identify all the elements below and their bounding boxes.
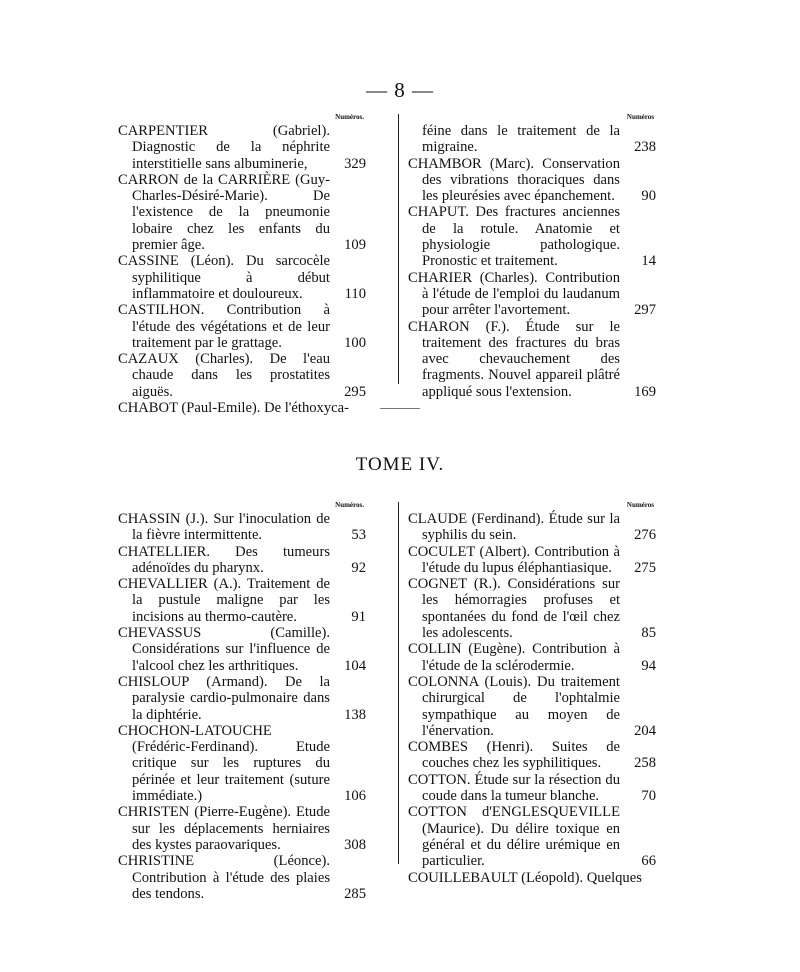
column-divider xyxy=(398,502,399,864)
author-name: CHATELLIER. xyxy=(118,543,211,560)
entry-number: 14 xyxy=(641,253,656,270)
thesis-title: (Henri). Suites de couches chez les syphilitiques. xyxy=(422,739,620,772)
thesis-title: (Frédéric-Ferdinand). Etude critique sur les ruptures du périnée et leur traitement (suture immédiate.) xyxy=(132,739,330,805)
entry-number: 110 xyxy=(344,285,366,302)
index-entry xyxy=(408,674,654,739)
author-name: COGNET xyxy=(408,576,467,593)
index-entry xyxy=(118,511,364,544)
thesis-title: (Gabriel). Diagnostic de la néphrite interstitielle sans albuminerie, xyxy=(132,123,330,172)
entry-text: féine dans le traitement de la migraine. xyxy=(422,123,620,156)
thesis-title: Des tumeurs adénoïdes du pharynx. xyxy=(132,543,330,576)
author-name: CARRON de la CARRIÈRE xyxy=(118,171,291,188)
thesis-title: (F.). Étude sur le traitement des fractures du bras avec chevauchement des fragments. Nouvel appareil plâtré appliqué sous l'extension. xyxy=(422,318,620,400)
entry-number: 297 xyxy=(634,302,656,319)
thesis-title: (A.). Traitement de la pustule maligne par les incisions au thermo-cautère. xyxy=(132,576,330,625)
thesis-title: (Louis). Du traitement chirurgical de l'ophtalmie sympathique au moyen de l'énervation. xyxy=(422,673,620,739)
thesis-title: Étude sur la résection du coude dans la tumeur blanche. xyxy=(422,771,620,805)
bottom-right-column xyxy=(408,500,654,886)
author-name: COTTON. xyxy=(408,771,471,788)
index-entry xyxy=(118,253,364,302)
author-name: COCULET xyxy=(408,543,476,560)
entry-list xyxy=(408,511,654,886)
author-name: COLONNA xyxy=(408,673,479,690)
section-rule xyxy=(380,408,420,409)
numeros-header-right: Numéros xyxy=(626,113,654,121)
index-entry xyxy=(118,123,364,172)
thesis-title: (Léopold). Quelques xyxy=(517,869,642,886)
author-name: CHAPUT. xyxy=(408,204,469,221)
author-name: CHARIER xyxy=(408,269,473,286)
author-name: CHABOT xyxy=(118,400,178,417)
author-name: CHISLOUP xyxy=(118,673,189,690)
index-entry xyxy=(408,804,654,869)
index-entry xyxy=(408,156,654,205)
entry-number: 138 xyxy=(344,706,366,723)
index-entry xyxy=(118,400,364,416)
entry-number: 258 xyxy=(634,755,656,772)
author-name: CHRISTINE xyxy=(118,853,195,870)
entry-number: 295 xyxy=(344,383,366,400)
index-entry xyxy=(118,302,364,351)
entry-number: 238 xyxy=(634,139,656,156)
top-right-column xyxy=(408,112,654,400)
author-name: CASSINE xyxy=(118,253,179,270)
entry-list xyxy=(118,511,364,902)
continuation-entry xyxy=(408,123,654,156)
numeros-header-right: Numéros xyxy=(626,501,654,509)
top-left-column xyxy=(118,112,364,416)
entry-number: 66 xyxy=(641,853,656,870)
index-entry xyxy=(408,544,654,577)
entry-number: 53 xyxy=(351,527,366,544)
author-name: CASTILHON. xyxy=(118,302,205,319)
thesis-title: (Albert). Contribution à l'étude du lupus éléphantiasique. xyxy=(422,543,620,576)
index-entry xyxy=(408,319,654,400)
thesis-title: (J.). Sur l'inoculation de la fièvre intermittente. xyxy=(132,511,330,544)
index-entry xyxy=(408,772,654,805)
numeros-header: Numéros. xyxy=(335,501,364,509)
index-entry xyxy=(118,674,364,723)
author-name: CHARON xyxy=(408,318,470,335)
index-entry xyxy=(408,511,654,544)
author-name: COTTON d'ENGLESQUEVILLE xyxy=(408,804,620,821)
entry-number: 70 xyxy=(641,788,656,805)
entry-number: 85 xyxy=(641,625,656,642)
entry-number: 91 xyxy=(351,608,366,625)
thesis-title: Contribution à l'étude des végétations et de leur traitement par le grattage. xyxy=(132,302,330,351)
numeros-header: Numéros. xyxy=(335,113,364,121)
index-entry xyxy=(118,723,364,804)
entry-number: 100 xyxy=(344,334,366,351)
index-entry xyxy=(118,804,364,853)
author-name: COUILLEBAULT xyxy=(408,869,518,886)
index-entry xyxy=(408,204,654,269)
entry-number: 94 xyxy=(641,657,656,674)
entry-number: 169 xyxy=(634,383,656,400)
entry-list xyxy=(118,123,364,416)
author-name: CHEVASSUS xyxy=(118,625,202,642)
author-name: COLLIN xyxy=(408,641,462,658)
thesis-title: (R.). Considérations sur les hémorragies profuses et spontanées du fond de l'œil chez les adolescents. xyxy=(422,576,620,642)
author-name: CHRISTEN xyxy=(118,804,190,821)
index-entry xyxy=(408,270,654,319)
column-divider xyxy=(398,114,399,384)
author-name: CHASSIN xyxy=(118,511,181,527)
entry-number: 104 xyxy=(344,657,366,674)
thesis-title: (Paul-Emile). De l'éthoxyca- xyxy=(177,400,349,417)
entry-number: 285 xyxy=(344,885,366,902)
author-name: CHAMBOR xyxy=(408,155,482,172)
thesis-title: (Pierre-Eugène). Etude sur les déplacements herniaires des kystes paraovariques. xyxy=(132,804,330,853)
index-entry xyxy=(118,351,364,400)
index-entry xyxy=(408,641,654,674)
author-name: CHEVALLIER xyxy=(118,576,208,593)
index-entry xyxy=(118,576,364,625)
entry-number: 109 xyxy=(344,237,366,254)
author-name: CAZAUX xyxy=(118,351,179,368)
entry-list xyxy=(408,156,654,400)
author-name: COMBES xyxy=(408,739,469,756)
entry-number: 329 xyxy=(344,155,366,172)
thesis-title: (Eugène). Contribution à l'étude de la sclérodermie. xyxy=(422,641,620,674)
thesis-title: (Léon). Du sarcocèle syphilitique à début inflammatoire et douloureux. xyxy=(132,253,330,302)
bottom-left-column xyxy=(118,500,364,902)
thesis-title: (Maurice). Du délire toxique en général et du délire urémique en particulier. xyxy=(422,820,620,870)
entry-number: 276 xyxy=(634,527,656,544)
page-number: — 8 — xyxy=(366,78,434,102)
thesis-title: (Armand). De la paralysie cardio-pulmonaire dans la diphtérie. xyxy=(132,673,330,723)
thesis-title: (Léonce). Contribution à l'étude des plaies des tendons. xyxy=(132,853,330,902)
entry-number: 106 xyxy=(344,788,366,805)
entry-number: 275 xyxy=(634,559,656,576)
entry-number: 308 xyxy=(344,836,366,853)
entry-number: 92 xyxy=(351,559,366,576)
index-entry xyxy=(408,576,654,641)
entry-number: 204 xyxy=(634,722,656,739)
index-entry xyxy=(408,739,654,772)
author-name: CLAUDE xyxy=(408,511,468,527)
index-entry xyxy=(118,172,364,253)
thesis-title: (Ferdinand). Étude sur la syphilis du sein. xyxy=(422,511,620,544)
thesis-title: (Charles). Contribution à l'étude de l'emploi du laudanum pour arrêter l'avortement. xyxy=(422,269,620,319)
index-entry xyxy=(408,870,654,886)
index-entry xyxy=(118,625,364,674)
thesis-title: (Guy-Charles-Désiré-Marie). De l'existence de la pneumonie lobaire chez les enfants du premier âge. xyxy=(132,171,330,254)
author-name: CARPENTIER xyxy=(118,123,208,139)
thesis-title: Des fractures anciennes de la rotule. Anatomie et physiologie pathologique. Pronostic et traitement. xyxy=(422,204,620,270)
thesis-title: (Charles). De l'eau chaude dans les prostatites aiguës. xyxy=(132,351,330,400)
tome-title: TOME IV. xyxy=(355,454,445,475)
thesis-title: (Camille). Considérations sur l'influence de l'alcool chez les arthritiques. xyxy=(132,625,330,674)
author-name: CHOCHON-LATOUCHE xyxy=(118,722,272,739)
thesis-title: (Marc). Conservation des vibrations thoraciques dans les pleurésies avec épanchement. xyxy=(422,155,620,205)
entry-number: 90 xyxy=(641,188,656,205)
index-entry xyxy=(118,853,364,902)
index-entry xyxy=(118,544,364,577)
